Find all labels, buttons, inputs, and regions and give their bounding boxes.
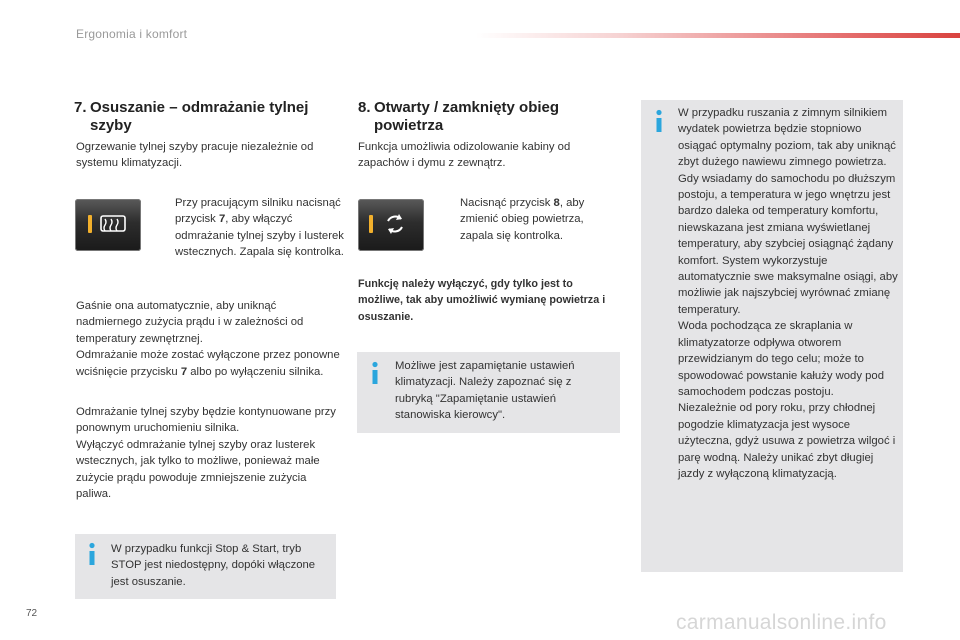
watermark: carmanualsonline.info [676,611,887,634]
info-icon [653,109,665,133]
stop-start-info-text: W przypadku funkcji Stop & Start, tryb STOP jest niedostępny, dopóki włączone jest osuszanie. [111,543,316,588]
text-run: W przypadku ruszania z zimnym silnikiem wydatek powietrza będzie stopniowo osiągać optymalny poziom, tak aby uniknąć zbyt dużego nawiewu zimnego powietrza. [678,107,896,169]
climate-tips-info-text [678,105,900,482]
text-run: Gdy wsiadamy do samochodu po dłuższym postoju, a temperatura w jego wnętrzu jest bardzo daleka od temperatury komfortu, niewskazana jest zmiana wyświetlanej temperatury, aby szybciej osiągnąć żądany komfort. System wykorzystuje automatycznie swe maksymalne osiągi, aby możliwie jak najszybciej wyrównać zmianę temperatury. [678,172,898,316]
info-icon [369,361,381,385]
text-run: Przy pracującym silniku nacisnąć przycisk [175,197,341,226]
button-number: 8 [553,197,560,209]
text-run: Odmrażanie tylnej szyby będzie kontynuowane przy ponownym uruchomieniu silnika. [76,406,336,435]
section-7-number: 7. [74,99,87,116]
section-7-instruction [157,195,347,280]
section-7-paragraph-2 [76,298,341,380]
button-number: 7 [180,365,188,378]
text-run: albo po wyłączeniu silnika. [187,365,324,378]
rear-defrost-icon [75,199,141,251]
header-accent-bar [476,33,960,38]
section-7-paragraph-3 [76,404,341,502]
stop-start-info-box [75,534,336,599]
section-8-instruction [442,195,622,247]
section-8-intro: Funkcja umożliwia odizolowanie kabiny od zapachów i dymu z zewnątrz. [358,141,571,170]
rear-defrost-button-image [75,199,141,251]
recirculation-icon [358,199,424,251]
section-8-instruction-text [460,195,620,244]
text-run: , aby zmienić obieg powietrza, zapala się kontrolka. [460,197,585,242]
text-run: , aby włączyć odmrażanie tylnej szyby i lusterek wstecznych. Zapala się kontrolka. [175,213,344,259]
page-number: 72 [26,608,38,619]
recirculation-button-image [358,199,424,251]
text-run: Woda pochodząca ze skraplania w klimatyzatorze odpływa otworem przewidzianym do tego celu; może to spowodować powstanie kałuży wody pod samochodem podczas postoju. [678,320,884,398]
text-run [76,347,341,380]
section-7-title: Osuszanie – odmrażanie tylnej szyby [90,99,309,134]
section-8-heading [358,99,618,135]
info-icon [86,542,98,566]
text-run: Wyłączyć odmrażanie tylnej szyby oraz lusterek wstecznych, jak tylko to możliwe, ponieważ małe zużycie prądu powoduje zmniejszenie zużycia paliwa. [76,438,320,501]
section-7-heading [74,99,344,135]
section-7-intro: Ogrzewanie tylnej szyby pracuje niezależnie od systemu klimatyzacji. [76,141,314,170]
text-run: Odmrażanie może zostać wyłączone przez ponowne wciśnięcie przycisku [76,349,340,378]
text-run: Niezależnie od pory roku, przy chłodnej pogodzie klimatyzacja jest wysoce użyteczna, gdyż usuwa z powietrza wilgoć i parę wodną. Należy unikać zbyt długiej jazdy z wyłączoną klimatyzacją. [678,402,896,480]
section-8-number: 8. [358,99,371,116]
text-run: Gaśnie ona automatycznie, aby uniknąć nadmiernego zużycia prądu i w zależności od temperatury zewnętrznej. [76,300,304,345]
button-number: 7 [218,213,226,226]
memory-settings-info-text: Możliwe jest zapamiętanie ustawień klimatyzacji. Należy zapoznać się z rubryką "Zapamiętanie ustawień stanowiska kierowcy". [395,360,575,422]
climate-tips-info-box [641,100,903,572]
memory-settings-info-box [357,352,620,433]
section-7-instruction-text [175,195,345,261]
section-8-title: Otwarty / zamknięty obieg powietrza [374,99,560,134]
section-header: Ergonomia i komfort [76,27,188,41]
text-run: Nacisnąć przycisk [460,197,554,209]
section-8-warning-note: Funkcję należy wyłączyć, gdy tylko jest to możliwe, tak aby umożliwić wymianę powietrza i osuszanie. [358,278,606,323]
